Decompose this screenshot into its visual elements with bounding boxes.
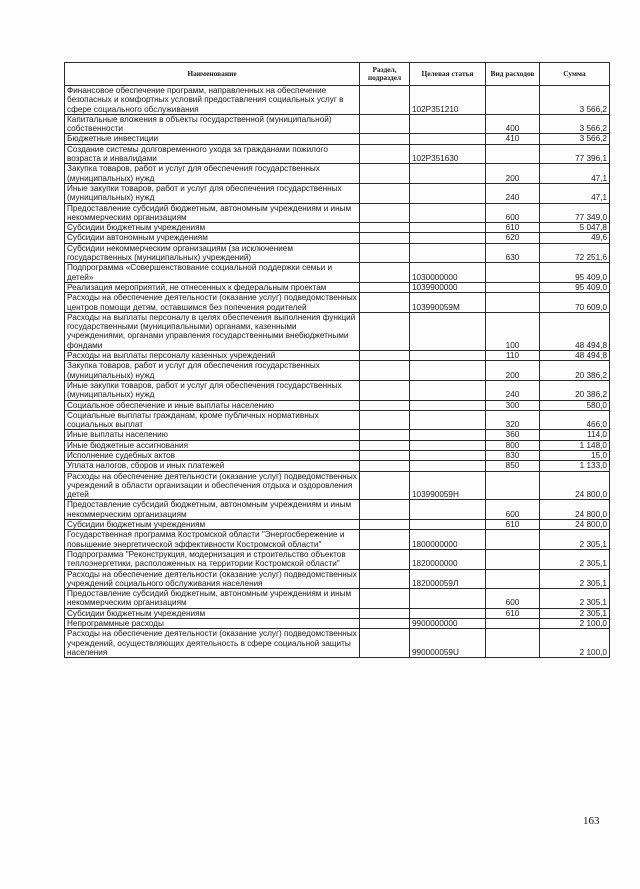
row-amount: 2 100,0 [540,619,610,629]
row-target [410,233,486,243]
row-amount: 95 409,0 [540,263,610,283]
row-name: Субсидии бюджетным учреждениям [65,223,360,233]
table-row [65,361,610,381]
row-vid: 600 [486,589,540,609]
header-vid: Вид расходов [486,63,540,86]
row-name: Предоставление субсидий бюджетным, автономным учреждениям и иным некоммерческим организациям [65,589,360,609]
row-vid [486,282,540,292]
row-name: Иные закупки товаров, работ и услуг для обеспечения государственных (муниципальных) нужд [65,380,360,400]
row-name: Исполнение судебных актов [65,450,360,460]
row-vid [486,530,540,550]
row-amount: 95 409,0 [540,282,610,292]
row-section [360,282,410,292]
row-vid: 850 [486,461,540,471]
row-amount: 466,0 [540,410,610,430]
row-name: Капитальные вложения в объекты государственной (муниципальной) собственности [65,114,360,134]
row-amount: 1 148,0 [540,440,610,450]
row-section [360,549,410,569]
row-amount: 15,0 [540,450,610,460]
table-row [65,520,610,530]
page-number: 163 [583,815,600,827]
header-name: Наименование [65,63,360,86]
row-section [360,569,410,589]
row-name: Расходы на обеспечение деятельности (оказание услуг) подведомственных учреждений в области организации и обеспечения отдыха и оздоровления детей [65,471,360,500]
row-section [360,164,410,184]
row-amount: 1 133,0 [540,461,610,471]
row-vid: 600 [486,203,540,223]
row-vid: 800 [486,440,540,450]
table-row [65,440,610,450]
row-section [360,134,410,144]
row-section [360,351,410,361]
row-vid [486,471,540,500]
row-amount: 77 349,0 [540,203,610,223]
row-target: 1039900000 [410,282,486,292]
row-amount: 72 251,6 [540,243,610,263]
table-row [65,233,610,243]
row-section [360,243,410,263]
row-amount: 2 305,1 [540,608,610,618]
table-row [65,114,610,134]
row-name: Финансовое обеспечение программ, направленных на обеспечение безопасных и комфортных условий предоставления социальных услуг в сфере социального обслуживания [65,86,360,115]
row-target [410,410,486,430]
row-vid [486,86,540,115]
table-row [65,312,610,350]
header-amount: Сумма [540,63,610,86]
row-section [360,380,410,400]
row-target: 182000059Л [410,569,486,589]
table-row [65,461,610,471]
row-amount: 20 386,2 [540,380,610,400]
table-row [65,549,610,569]
row-vid: 410 [486,134,540,144]
row-name: Уплата налогов, сборов и иных платежей [65,461,360,471]
table-row [65,86,610,115]
row-amount: 3 566,2 [540,134,610,144]
row-name: Иные выплаты населению [65,430,360,440]
row-vid [486,619,540,629]
row-vid: 240 [486,183,540,203]
row-vid: 200 [486,361,540,381]
table-row [65,351,610,361]
row-vid: 360 [486,430,540,440]
row-section [360,629,410,658]
row-section [360,471,410,500]
row-section [360,430,410,440]
row-section [360,619,410,629]
row-amount: 24 800,0 [540,500,610,520]
row-name: Закупка товаров, работ и услуг для обеспечения государственных (муниципальных) нужд [65,164,360,184]
row-name: Непрограммные расходы [65,619,360,629]
row-vid: 620 [486,233,540,243]
table-row [65,183,610,203]
table-row [65,203,610,223]
header-section: Раздел, подраздел [360,63,410,86]
row-amount: 48 494,8 [540,351,610,361]
row-section [360,183,410,203]
table-row [65,619,610,629]
row-target [410,430,486,440]
row-amount: 2 305,1 [540,589,610,609]
row-amount: 2 305,1 [540,549,610,569]
row-amount: 48 494,8 [540,312,610,350]
row-target [410,114,486,134]
row-section [360,500,410,520]
row-target [410,203,486,223]
row-amount: 3 566,2 [540,86,610,115]
table-row [65,164,610,184]
row-name: Расходы на обеспечение деятельности (оказание услуг) подведомственных учреждений, осуществляющих деятельность в сфере социальной защиты населения [65,629,360,658]
row-amount: 77 396,1 [540,144,610,164]
row-target: 102P351210 [410,86,486,115]
row-name: Иные бюджетные ассигнования [65,440,360,450]
row-vid [486,293,540,313]
row-vid [486,144,540,164]
row-target [410,440,486,450]
row-section [360,361,410,381]
table-row [65,569,610,589]
table-row [65,243,610,263]
row-name: Подпрограмма "Реконструкция, модернизация и строительство объектов теплоэнергетики, расположенных на территории Костромской области" [65,549,360,569]
row-name: Бюджетные инвестиции [65,134,360,144]
row-amount: 24 800,0 [540,471,610,500]
row-vid [486,549,540,569]
row-section [360,589,410,609]
row-amount: 580,0 [540,400,610,410]
row-vid: 830 [486,450,540,460]
row-name: Социальное обеспечение и иные выплаты населению [65,400,360,410]
row-target [410,312,486,350]
row-vid: 300 [486,400,540,410]
table-row [65,380,610,400]
row-target [410,380,486,400]
table-row [65,430,610,440]
row-section [360,410,410,430]
row-target: 9900000000 [410,619,486,629]
row-target [410,164,486,184]
row-name: Иные закупки товаров, работ и услуг для обеспечения государственных (муниципальных) нужд [65,183,360,203]
row-name: Подпрограмма «Совершенствование социальной поддержки семьи и детей» [65,263,360,283]
row-amount: 70 609,0 [540,293,610,313]
row-name: Субсидии некоммерческим организациям (за исключением государственных (муниципальных) учреждений) [65,243,360,263]
row-amount: 20 386,2 [540,361,610,381]
row-target [410,223,486,233]
row-target [410,520,486,530]
table-row [65,263,610,283]
row-amount: 24 800,0 [540,520,610,530]
row-name: Расходы на обеспечение деятельности (оказание услуг) подведомственных центров помощи детям, оставшимся без попечения родителей [65,293,360,313]
row-section [360,144,410,164]
table-row [65,293,610,313]
row-amount: 47,1 [540,183,610,203]
row-amount: 49,6 [540,233,610,243]
row-target [410,461,486,471]
row-name: Субсидии автономным учреждениям [65,233,360,243]
row-target [410,608,486,618]
budget-table [64,62,610,658]
table-row [65,608,610,618]
table-header-row [65,63,610,86]
row-target [410,500,486,520]
row-vid [486,569,540,589]
row-target [410,400,486,410]
row-target: 103990059M [410,293,486,313]
table-row [65,410,610,430]
row-section [360,312,410,350]
row-target [410,351,486,361]
table-row [65,471,610,500]
row-vid: 320 [486,410,540,430]
table-row [65,629,610,658]
row-section [360,233,410,243]
table-row [65,450,610,460]
row-target: 102P351630 [410,144,486,164]
table-row [65,134,610,144]
row-target [410,361,486,381]
row-name: Предоставление субсидий бюджетным, автономным учреждениям и иным некоммерческим организациям [65,500,360,520]
row-name: Социальные выплаты гражданам, кроме публичных нормативных социальных выплат [65,410,360,430]
row-target: 1800000000 [410,530,486,550]
table-row [65,223,610,233]
row-amount: 5 047,8 [540,223,610,233]
row-section [360,114,410,134]
table-row [65,500,610,520]
row-vid [486,263,540,283]
row-name: Предоставление субсидий бюджетным, автономным учреждениям и иным некоммерческим организациям [65,203,360,223]
table-row [65,282,610,292]
row-target [410,450,486,460]
row-vid: 240 [486,380,540,400]
table-row [65,589,610,609]
row-section [360,263,410,283]
row-name: Создание системы долговременного ухода за гражданами пожилого возраста и инвалидами [65,144,360,164]
row-name: Реализация мероприятий, не отнесенных к федеральным проектам [65,282,360,292]
row-amount: 2 305,1 [540,569,610,589]
row-amount: 47,1 [540,164,610,184]
row-target [410,183,486,203]
row-vid: 100 [486,312,540,350]
row-name: Закупка товаров, работ и услуг для обеспечения государственных (муниципальных) нужд [65,361,360,381]
row-target: 990000059U [410,629,486,658]
table-row [65,144,610,164]
row-section [360,293,410,313]
row-section [360,450,410,460]
row-section [360,86,410,115]
table-row [65,530,610,550]
row-amount: 114,0 [540,430,610,440]
row-section [360,530,410,550]
row-vid [486,629,540,658]
row-name: Расходы на выплаты персоналу казенных учреждений [65,351,360,361]
row-section [360,608,410,618]
row-section [360,400,410,410]
row-name: Субсидии бюджетным учреждениям [65,520,360,530]
table-row [65,400,610,410]
row-target [410,134,486,144]
row-vid: 610 [486,520,540,530]
row-amount: 2 305,1 [540,530,610,550]
row-section [360,440,410,450]
row-section [360,223,410,233]
row-target [410,589,486,609]
row-vid: 610 [486,608,540,618]
header-target: Целевая статья [410,63,486,86]
row-target: 103990059H [410,471,486,500]
row-name: Государственная программа Костромской области "Энергосбережение и повышение энергетической эффективности Костромской области" [65,530,360,550]
row-target [410,243,486,263]
table-body [65,86,610,658]
row-vid: 200 [486,164,540,184]
row-vid: 610 [486,223,540,233]
row-target: 1820000000 [410,549,486,569]
row-name: Субсидии бюджетным учреждениям [65,608,360,618]
row-amount: 3 566,2 [540,114,610,134]
row-section [360,203,410,223]
row-vid: 600 [486,500,540,520]
row-section [360,461,410,471]
row-vid: 400 [486,114,540,134]
row-vid: 110 [486,351,540,361]
row-vid: 630 [486,243,540,263]
row-amount: 2 100,0 [540,629,610,658]
row-name: Расходы на выплаты персоналу в целях обеспечения выполнения функций государственными (муниципальными) органами, казенными учреждениями, органами управления государственными внебюджетными фондами [65,312,360,350]
row-target: 1030000000 [410,263,486,283]
row-name: Расходы на обеспечение деятельности (оказание услуг) подведомственных учреждений социального обслуживания населения [65,569,360,589]
row-section [360,520,410,530]
